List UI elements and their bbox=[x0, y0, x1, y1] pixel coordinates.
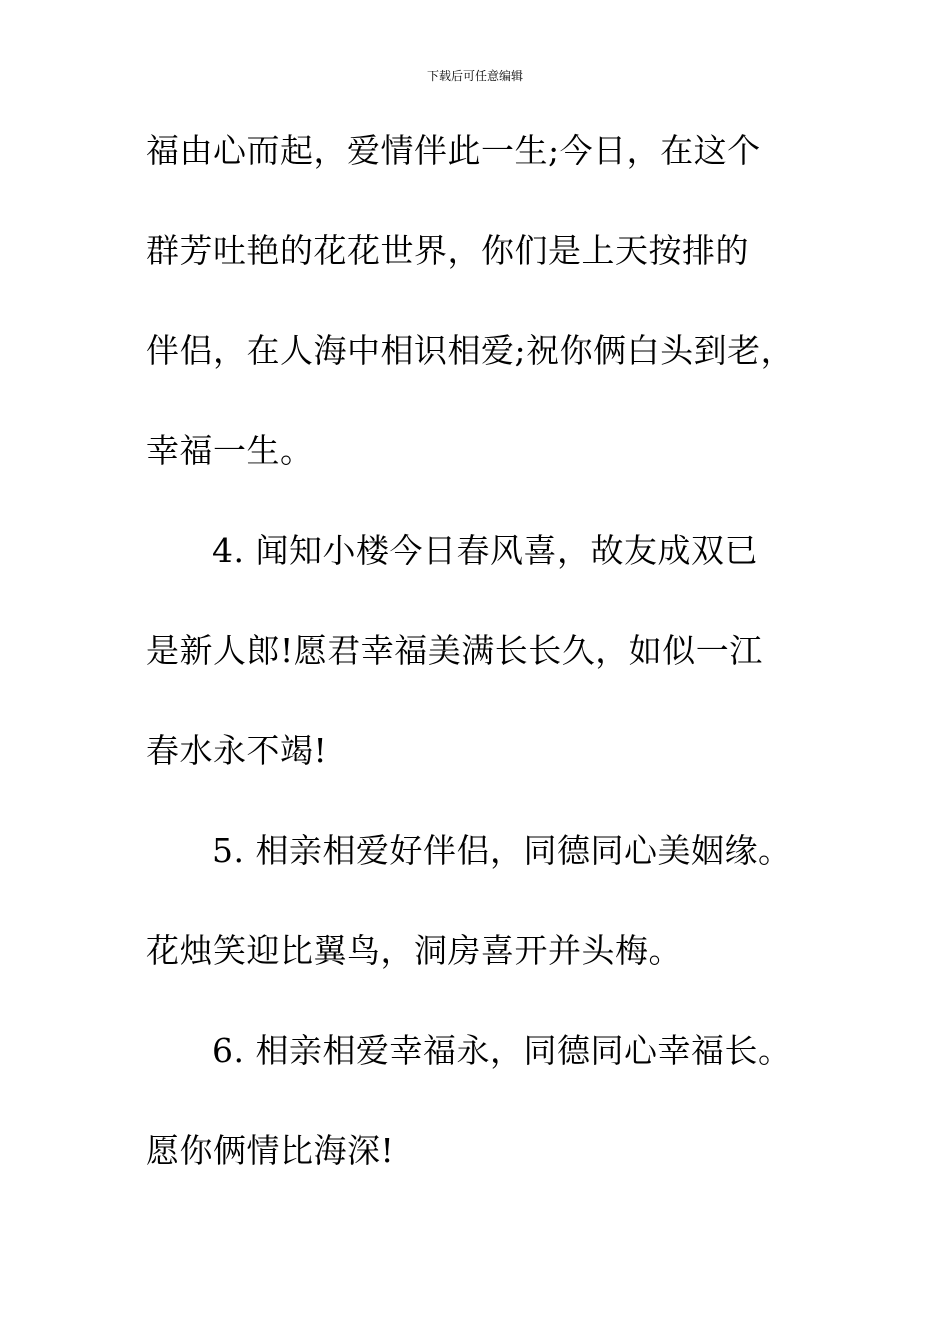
text-line: 福由心而起，爱情伴此一生;今日，在这个 bbox=[146, 131, 761, 170]
text-line: 6. 相亲相爱幸福永，同德同心幸福长。 bbox=[212, 1031, 792, 1070]
text-line: 4. 闻知小楼今日春风喜，故友成双已 bbox=[212, 531, 758, 570]
text-line: 春水永不竭! bbox=[146, 731, 328, 770]
document-body bbox=[146, 126, 826, 1226]
text-line: 愿你俩情比海深! bbox=[146, 1131, 395, 1170]
text-line: 是新人郎!愿君幸福美满长长久，如似一江 bbox=[146, 631, 763, 670]
text-line: 群芳吐艳的花花世界，你们是上天按排的 bbox=[146, 231, 749, 270]
text-line: 伴侣，在人海中相识相爱;祝你俩白头到老， bbox=[146, 331, 795, 370]
text-line: 花烛笑迎比翼鸟，洞房喜开并头梅。 bbox=[146, 931, 682, 970]
text-line: 5. 相亲相爱好伴侣，同德同心美姻缘。 bbox=[212, 831, 792, 870]
text-line: 幸福一生。 bbox=[146, 431, 314, 470]
page-header: 下载后可任意编辑 bbox=[426, 69, 523, 83]
